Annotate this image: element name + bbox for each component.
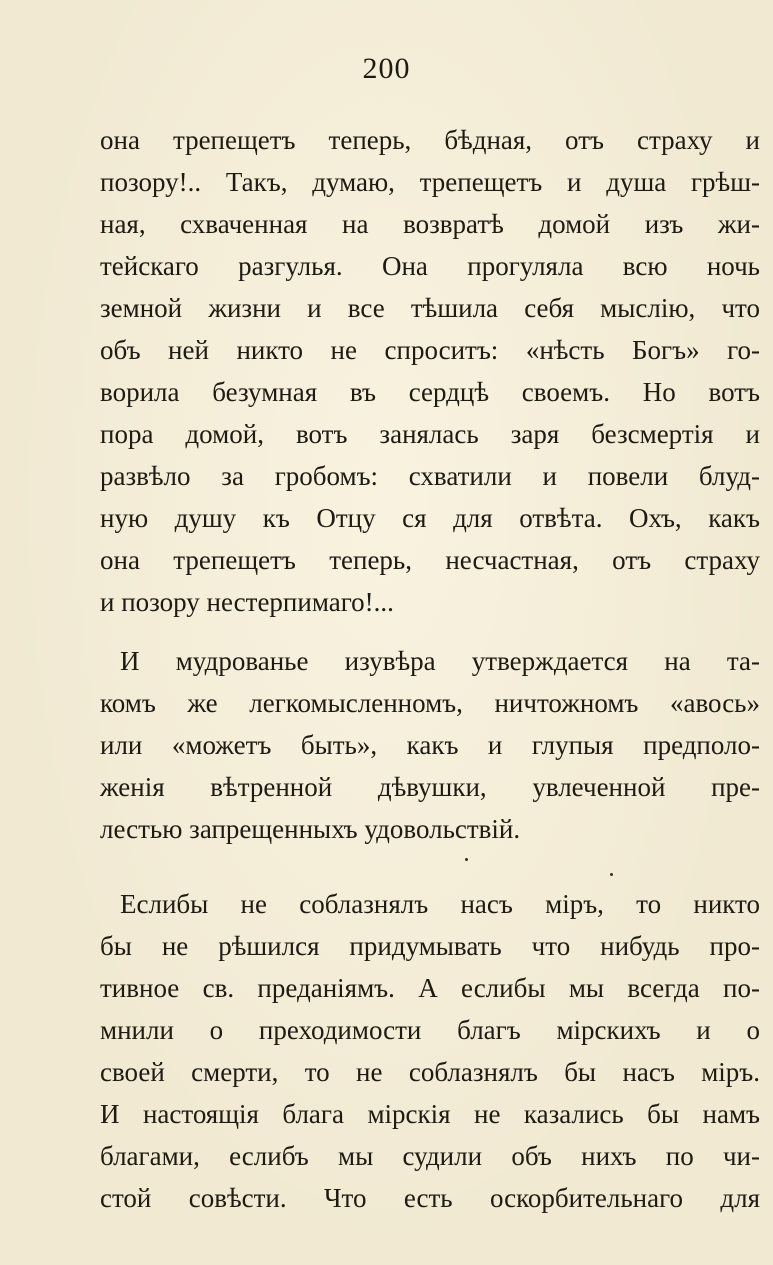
text-line: мнили о преходимости благъ мірскихъ и о <box>100 1015 760 1045</box>
text-line: бы не рѣшился придумывать что нибудь про- <box>100 931 760 961</box>
ink-speck <box>465 858 468 861</box>
paragraph-3 <box>100 883 760 1219</box>
text-line: комъ же легкомысленномъ, ничтожномъ «авось» <box>100 688 760 718</box>
text-line: земной жизни и все тѣшила себя мыслію, что <box>100 293 760 323</box>
text-line: пора домой, вотъ занялась заря безсмертія и <box>100 419 760 449</box>
text-line: объ ней никто не спроситъ: «нѣсть Богъ» го- <box>100 335 760 365</box>
text-line: благами, еслибъ мы судили объ нихъ по чи- <box>100 1141 760 1171</box>
text-line: и позору нестерпимаго!... <box>100 587 394 617</box>
text-line: своей смерти, то не соблазнялъ бы насъ міръ. <box>100 1057 760 1087</box>
text-line: стой совѣсти. Что есть оскорбительнаго для <box>100 1183 760 1213</box>
text-line: ворила безумная въ сердцѣ своемъ. Но вотъ <box>100 377 760 407</box>
text-line: тейскаго разгулья. Она прогуляла всю ночь <box>100 251 760 281</box>
text-line: ная, схваченная на возвратѣ домой изъ жи- <box>100 209 760 239</box>
text-line: лестью запрещенныхъ удовольствій. <box>100 814 521 844</box>
text-line: позору!.. Такъ, думаю, трепещетъ и душа грѣш- <box>100 167 760 197</box>
ink-speck <box>610 873 613 876</box>
paragraph-2 <box>100 640 760 850</box>
text-line: или «можетъ быть», какъ и глупыя предполо- <box>100 730 760 760</box>
text-line: тивное св. преданіямъ. А еслибы мы всегда по- <box>100 973 760 1003</box>
paragraph-1 <box>100 119 760 623</box>
text-line: Еслибы не соблазнялъ насъ міръ, то никто <box>120 889 760 919</box>
text-line: развѣло за гробомъ: схватили и повели блуд- <box>100 461 760 491</box>
page-number: 200 <box>362 52 411 85</box>
text-line: ную душу къ Отцу ся для отвѣта. Охъ, какъ <box>100 503 760 533</box>
text-line: женія вѣтренной дѣвушки, увлеченной пре- <box>100 772 760 802</box>
text-line: И настоящія блага мірскія не казались бы намъ <box>100 1099 760 1129</box>
text-line: И мудрованье изувѣра утверждается на та- <box>120 646 760 676</box>
text-line: она трепещетъ теперь, несчастная, отъ страху <box>100 545 760 575</box>
text-line: она трепещетъ теперь, бѣдная, отъ страху и <box>100 125 760 155</box>
